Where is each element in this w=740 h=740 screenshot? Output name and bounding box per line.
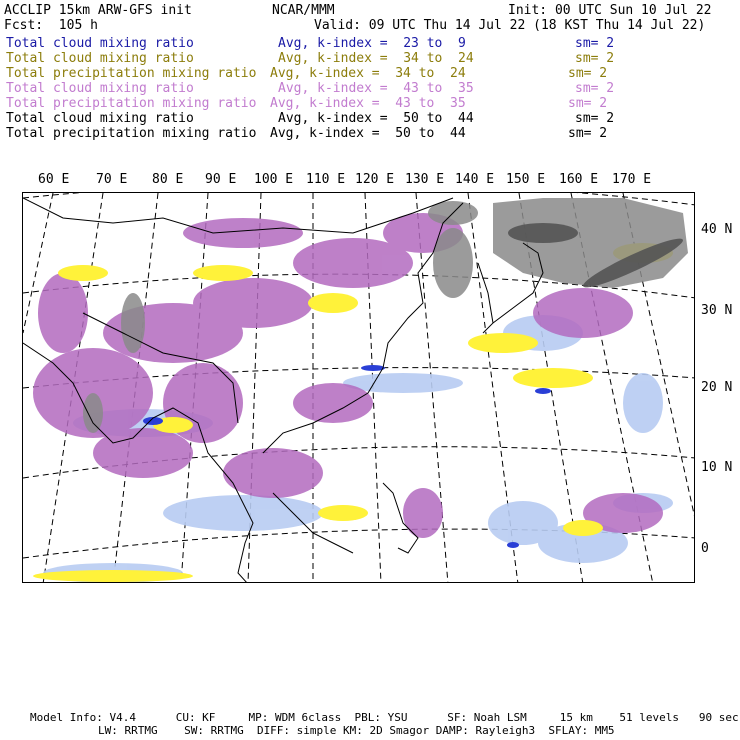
field-avg: Avg, k-index = 50 to 44 bbox=[270, 126, 466, 141]
longitude-label: 90 E bbox=[205, 172, 237, 187]
model-info-line1: Model Info: V4.4 CU: KF MP: WDM 6class PBL: YSU SF: Noah LSM 15 km 51 levels 90 sec bbox=[30, 711, 739, 724]
longitude-label: 130 E bbox=[405, 172, 445, 187]
field-name: Total cloud mixing ratio bbox=[6, 36, 194, 51]
longitude-label: 80 E bbox=[152, 172, 184, 187]
field-avg: Avg, k-index = 50 to 44 bbox=[278, 111, 474, 126]
model-info-line2: LW: RRTMG SW: RRTMG DIFF: simple KM: 2D Smagor DAMP: Rayleigh3 SFLAY: MM5 bbox=[98, 724, 615, 737]
field-avg: Avg, k-index = 34 to 24 bbox=[278, 51, 474, 66]
field-avg: Avg, k-index = 43 to 35 bbox=[270, 96, 466, 111]
field-avg: Avg, k-index = 43 to 35 bbox=[278, 81, 474, 96]
init-time: Init: 00 UTC Sun 10 Jul 22 bbox=[508, 3, 712, 18]
field-sm: sm= 2 bbox=[568, 96, 608, 111]
longitude-label: 150 E bbox=[506, 172, 546, 187]
field-avg: Avg, k-index = 34 to 24 bbox=[270, 66, 466, 81]
longitude-label: 60 E bbox=[38, 172, 70, 187]
field-sm: sm= 2 bbox=[575, 111, 615, 126]
longitude-label: 70 E bbox=[96, 172, 128, 187]
field-name: Total precipitation mixing ratio bbox=[6, 66, 257, 81]
field-name: Total cloud mixing ratio bbox=[6, 81, 194, 96]
field-sm: sm= 2 bbox=[575, 51, 615, 66]
valid-time: Valid: 09 UTC Thu 14 Jul 22 (18 KST Thu 14 Jul 22) bbox=[314, 18, 706, 33]
field-sm: sm= 2 bbox=[568, 126, 608, 141]
latitude-label: 30 N bbox=[701, 303, 733, 318]
longitude-label: 120 E bbox=[355, 172, 395, 187]
latitude-label: 10 N bbox=[701, 460, 733, 475]
plot-title: ACCLIP 15km ARW-GFS init bbox=[4, 3, 192, 18]
field-sm: sm= 2 bbox=[575, 81, 615, 96]
latitude-label: 40 N bbox=[701, 222, 733, 237]
forecast-hour: Fcst: 105 h bbox=[4, 18, 98, 33]
field-name: Total cloud mixing ratio bbox=[6, 111, 194, 126]
longitude-label: 100 E bbox=[254, 172, 294, 187]
field-name: Total precipitation mixing ratio bbox=[6, 126, 257, 141]
longitude-label: 170 E bbox=[612, 172, 652, 187]
field-name: Total precipitation mixing ratio bbox=[6, 96, 257, 111]
institution-label: NCAR/MMM bbox=[272, 3, 335, 18]
longitude-label: 160 E bbox=[559, 172, 599, 187]
field-sm: sm= 2 bbox=[575, 36, 615, 51]
longitude-label: 110 E bbox=[306, 172, 346, 187]
field-sm: sm= 2 bbox=[568, 66, 608, 81]
latitude-label: 0 bbox=[701, 541, 709, 556]
latitude-label: 20 N bbox=[701, 380, 733, 395]
longitude-label: 140 E bbox=[455, 172, 495, 187]
field-avg: Avg, k-index = 23 to 9 bbox=[278, 36, 466, 51]
field-name: Total cloud mixing ratio bbox=[6, 51, 194, 66]
map-canvas bbox=[23, 193, 695, 583]
map-panel bbox=[22, 192, 695, 583]
coastline-korea bbox=[478, 263, 493, 333]
